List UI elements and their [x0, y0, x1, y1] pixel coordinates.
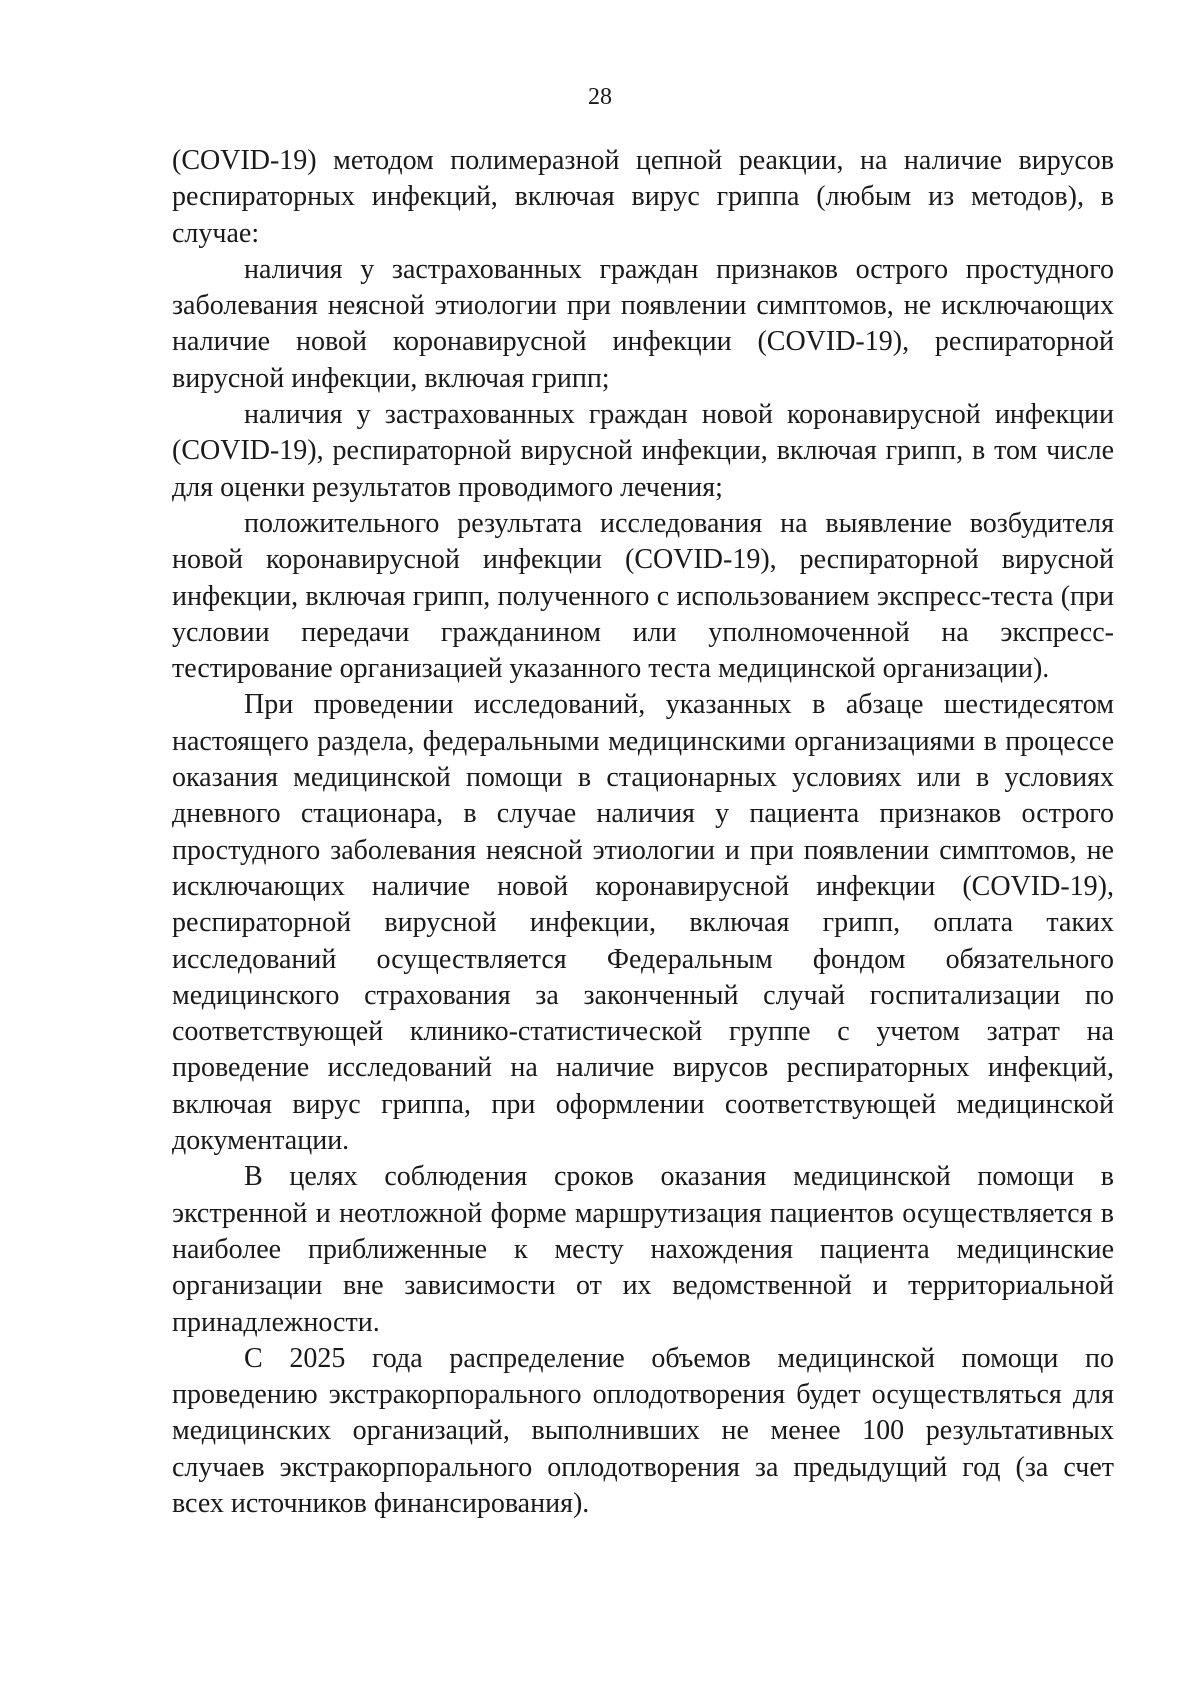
paragraph-continuation: (COVID-19) методом полимеразной цепной реакции, на наличие вирусов респираторных инфекций, включая вирус гриппа (любым из методов), в случае:: [172, 145, 1114, 249]
paragraph-ivf-2025: С 2025 года распределение объемов медицинской помощи по проведению экстракорпорального оплодотворения будет осуществляться для медицинских организаций, выполнивших не менее 100 результативных случаев экстракорпорального оплодотворения за предыдущий год (за счет всех источников финансирования).: [172, 1342, 1114, 1519]
document-body: [172, 143, 1114, 1522]
paragraph-express-test-case: положительного результата исследования на выявление возбудителя новой коронавирусной инфекции (COVID-19), респираторной вирусной инфекции, включая грипп, полученного с использованием экспресс-теста (при условии передачи гражданином или уполномоченной на экспресс-тестирование организацией указанного теста медицинской организации).: [172, 507, 1114, 685]
paragraph-routing: В целях соблюдения сроков оказания медицинской помощи в экстренной и неотложной форме маршрутизация пациентов осуществляется в наиболее приближенные к месту нахождения пациента медицинские организации вне зависимости от их ведомственной и территориальной принадлежности.: [172, 1161, 1114, 1338]
paragraph-federal-payment: При проведении исследований, указанных в абзаце шестидесятом настоящего раздела, федеральными медицинскими организациями в процессе оказания медицинской помощи в стационарных условиях или в условиях дневного стационара, в случае наличия у пациента признаков острого простудного заболевания неясной этиологии и при появлении симптомов, не исключающих наличие новой коронавирусной инфекции (COVID-19), респираторной вирусной инфекции, включая грипп, оплата таких исследований осуществляется Федеральным фондом обязательного медицинского страхования за законченный случай госпитализации по соответствующей клинико-статистической группе с учетом затрат на проведение исследований на наличие вирусов респираторных инфекций, включая вирус гриппа, при оформлении соответствующей медицинской документации.: [172, 689, 1114, 1157]
paragraph-symptoms-case: наличия у застрахованных граждан признаков острого простудного заболевания неясной этиологии при появлении симптомов, не исключающих наличие новой коронавирусной инфекции (COVID-19), респираторной вирусной инфекции, включая грипп;: [172, 253, 1114, 394]
paragraph-infection-case: наличия у застрахованных граждан новой коронавирусной инфекции (COVID-19), респираторной вирусной инфекции, включая грипп, в том числе для оценки результатов проводимого лечения;: [172, 399, 1114, 503]
page-number: 28: [588, 84, 612, 110]
